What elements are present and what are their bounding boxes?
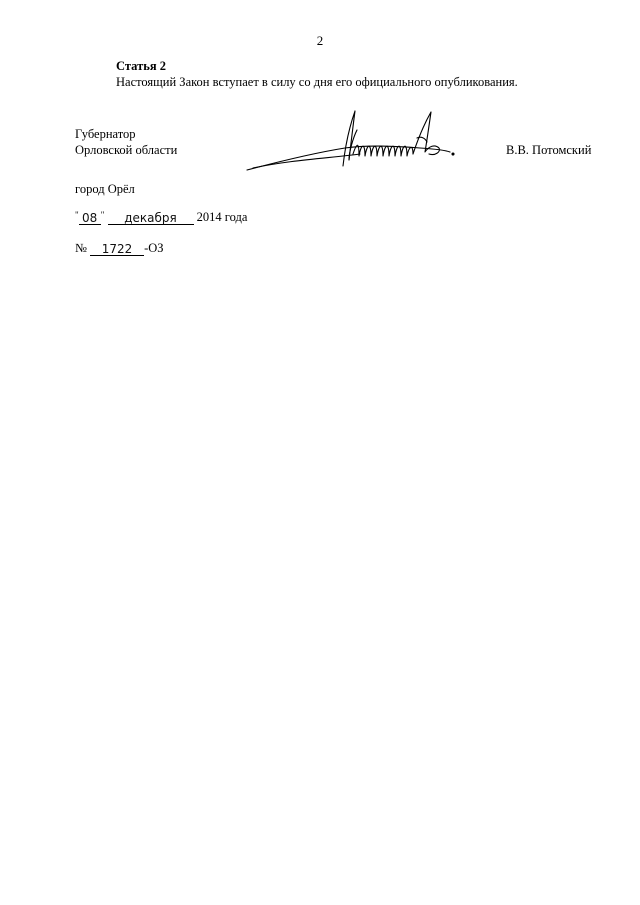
city-of-signing: город Орёл xyxy=(75,182,135,196)
law-number-field xyxy=(90,241,144,256)
law-number-suffix: -ОЗ xyxy=(144,241,164,255)
date-year: 2014 года xyxy=(196,210,248,224)
article-body: Настоящий Закон вступает в силу со дня его официального опубликования. xyxy=(116,75,518,89)
signing-date xyxy=(75,210,247,226)
signatory-title-line1: Губернатор xyxy=(75,127,136,141)
law-number-prefix: № xyxy=(75,241,87,255)
law-number xyxy=(75,241,164,257)
article-heading: Статья 2 xyxy=(116,59,166,73)
date-close-quote: " xyxy=(100,210,105,220)
page-number: 2 xyxy=(316,33,324,48)
date-month-field xyxy=(108,210,194,225)
handwritten-signature xyxy=(245,108,460,176)
law-number-value: 1722 xyxy=(101,242,133,256)
signatory-title-line2: Орловской области xyxy=(75,143,178,157)
date-month: декабря xyxy=(124,211,177,225)
date-open-quote: " xyxy=(75,210,79,220)
date-day: 08 xyxy=(82,211,98,225)
signatory-name: В.В. Потомский xyxy=(506,143,592,157)
date-day-field xyxy=(79,210,101,225)
